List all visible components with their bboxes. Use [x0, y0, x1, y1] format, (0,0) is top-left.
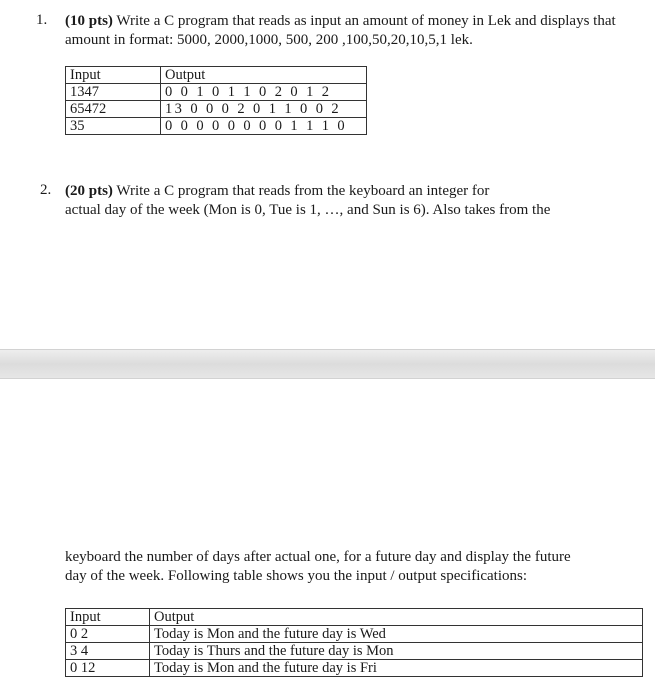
- table-cell-output: Today is Mon and the future day is Wed: [150, 626, 643, 643]
- table-row: [66, 626, 643, 643]
- table-row: [66, 660, 643, 677]
- table-row: [66, 101, 367, 118]
- table-header-input: Input: [66, 609, 150, 626]
- table-cell-input: 0 12: [66, 660, 150, 677]
- table-cell-output: 0 0 0 0 0 0 0 0 1 1 1 0: [161, 118, 367, 135]
- table-cell-input: 35: [66, 118, 161, 135]
- question-2-line-4: day of the week. Following table shows you the input / output specifications:: [65, 568, 528, 584]
- page-break-divider: [0, 349, 655, 379]
- table-row: [66, 84, 367, 101]
- table-row: [66, 118, 367, 135]
- table-cell-output: Today is Thurs and the future day is Mon: [150, 643, 643, 660]
- question-1-number: 1.: [36, 12, 48, 28]
- table-header-row: [66, 609, 643, 626]
- question-2-line-3: keyboard the number of days after actual one, for a future day and display the future: [65, 549, 571, 565]
- question-2-line-2: actual day of the week (Mon is 0, Tue is 1, …, and Sun is 6). Also takes from the: [65, 202, 551, 218]
- question-1-text: [65, 12, 616, 50]
- question-1-line-2: amount in format: 5000, 2000,1000, 500, 200 ,100,50,20,10,5,1 lek.: [65, 32, 473, 48]
- table-cell-input: 1347: [66, 84, 161, 101]
- question-2-line-1-text: Write a C program that reads from the keyboard an integer for: [112, 183, 490, 199]
- table-cell-output: Today is Mon and the future day is Fri: [150, 660, 643, 677]
- table-cell-input: 0 2: [66, 626, 150, 643]
- question-2-io-table: [65, 608, 643, 677]
- question-2-line-1: [65, 182, 550, 201]
- question-1-line-1: [65, 12, 616, 31]
- question-2-text-bottom: [65, 548, 571, 586]
- question-2-number: 2.: [40, 182, 52, 198]
- table-cell-output: 13 0 0 0 2 0 1 1 0 0 2: [161, 101, 367, 118]
- question-1-points: (10 pts): [65, 13, 113, 29]
- table-row: [66, 643, 643, 660]
- table-header-output: Output: [150, 609, 643, 626]
- question-1-io-table: [65, 66, 367, 135]
- table-header-output: Output: [161, 67, 367, 84]
- table-cell-input: 65472: [66, 101, 161, 118]
- table-cell-input: 3 4: [66, 643, 150, 660]
- table-cell-output: 0 0 1 0 1 1 0 2 0 1 2: [161, 84, 367, 101]
- question-1-line-1-text: Write a C program that reads as input an amount of money in Lek and displays that: [112, 13, 616, 29]
- table-header-input: Input: [66, 67, 161, 84]
- question-2-points: (20 pts): [65, 183, 113, 199]
- table-header-row: [66, 67, 367, 84]
- question-2-text-top: [65, 182, 550, 220]
